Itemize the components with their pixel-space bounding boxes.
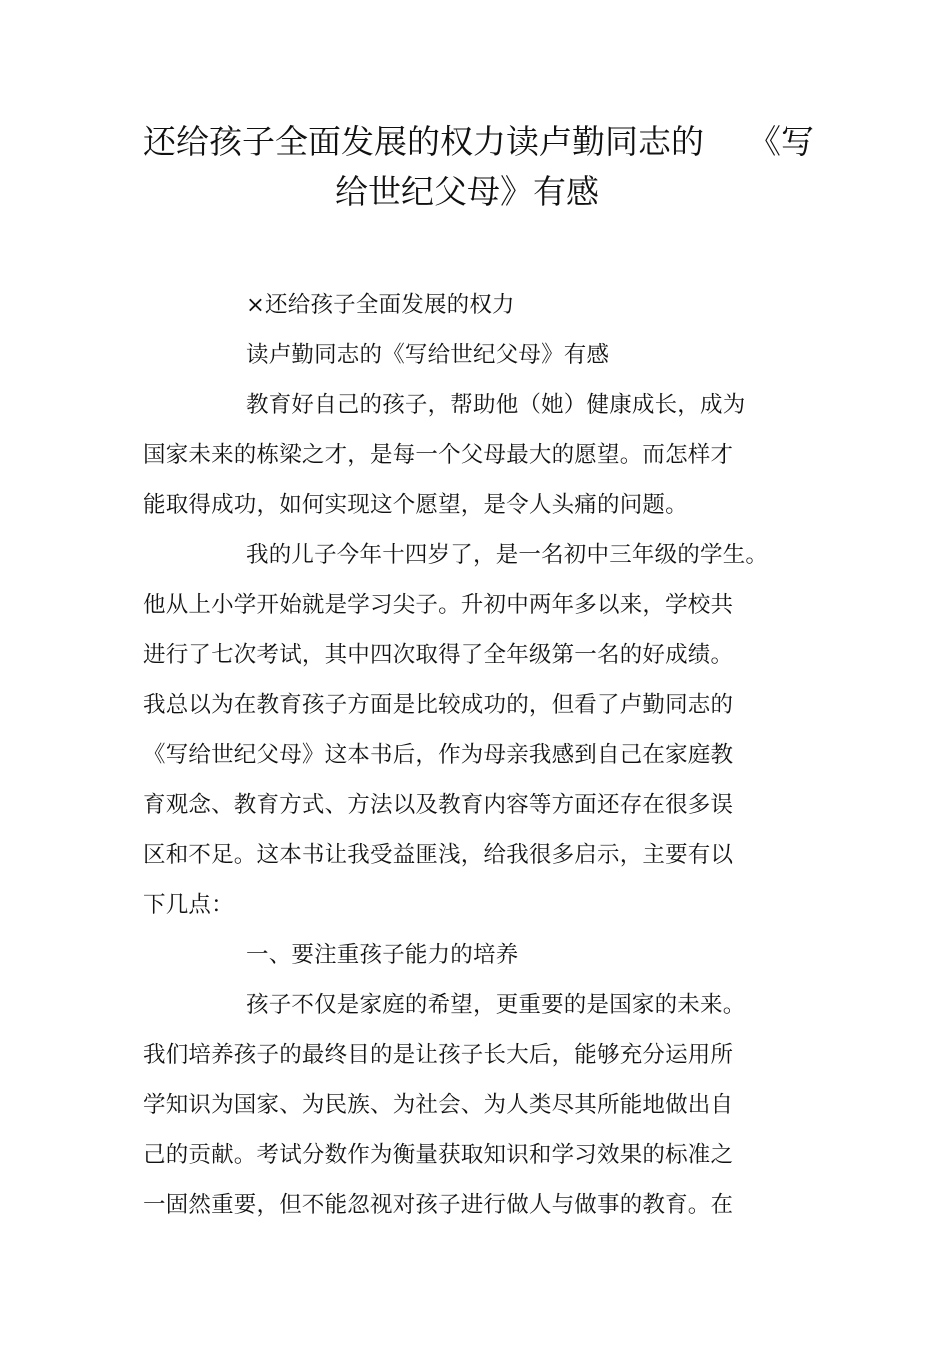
subtitle-line-1: ×还给孩子全面发展的权力 [246,292,515,318]
paragraph-line: 教育好自己的孩子，帮助他（她）健康成长，成为 [246,392,746,418]
paragraph-line: 育观念、教育方式、方法以及教育内容等方面还存在很多误 [143,792,734,818]
paragraph-line: 学知识为国家、为民族、为社会、为人类尽其所能地做出自 [143,1092,734,1118]
title-line-2: 给世纪父母》有感 [335,172,599,211]
paragraph-line: 进行了七次考试，其中四次取得了全年级第一名的好成绩。 [143,642,734,668]
section-heading: 一、要注重孩子能力的培养 [246,942,519,968]
paragraph-line: 下几点： [143,892,234,918]
paragraph-line: 我的儿子今年十四岁了，是一名初中三年级的学生。 [246,542,769,568]
paragraph-line: 己的贡献。考试分数作为衡量获取知识和学习效果的标准之 [143,1142,734,1168]
paragraph-line: 国家未来的栋梁之才，是每一个父母最大的愿望。而怎样才 [143,442,734,468]
paragraph-line: 我总以为在教育孩子方面是比较成功的，但看了卢勤同志的 [143,692,734,718]
paragraph-line: 我们培养孩子的最终目的是让孩子长大后，能够充分运用所 [143,1042,734,1068]
paragraph-line: 他从上小学开始就是学习尖子。升初中两年多以来，学校共 [143,592,734,618]
title-line-1-end: 《写 [748,122,814,161]
paragraph-line: 能取得成功，如何实现这个愿望，是令人头痛的问题。 [143,492,688,518]
paragraph-line: 《写给世纪父母》这本书后，作为母亲我感到自己在家庭教 [143,742,734,768]
paragraph-line: 一固然重要，但不能忽视对孩子进行做人与做事的教育。在 [143,1192,734,1218]
subtitle-line-2: 读卢勤同志的《写给世纪父母》有感 [246,342,610,368]
paragraph-line: 孩子不仅是家庭的希望，更重要的是国家的未来。 [246,992,746,1018]
paragraph-line: 区和不足。这本书让我受益匪浅，给我很多启示，主要有以 [143,842,734,868]
title-line-1: 还给孩子全面发展的权力读卢勤同志的 [143,122,704,161]
